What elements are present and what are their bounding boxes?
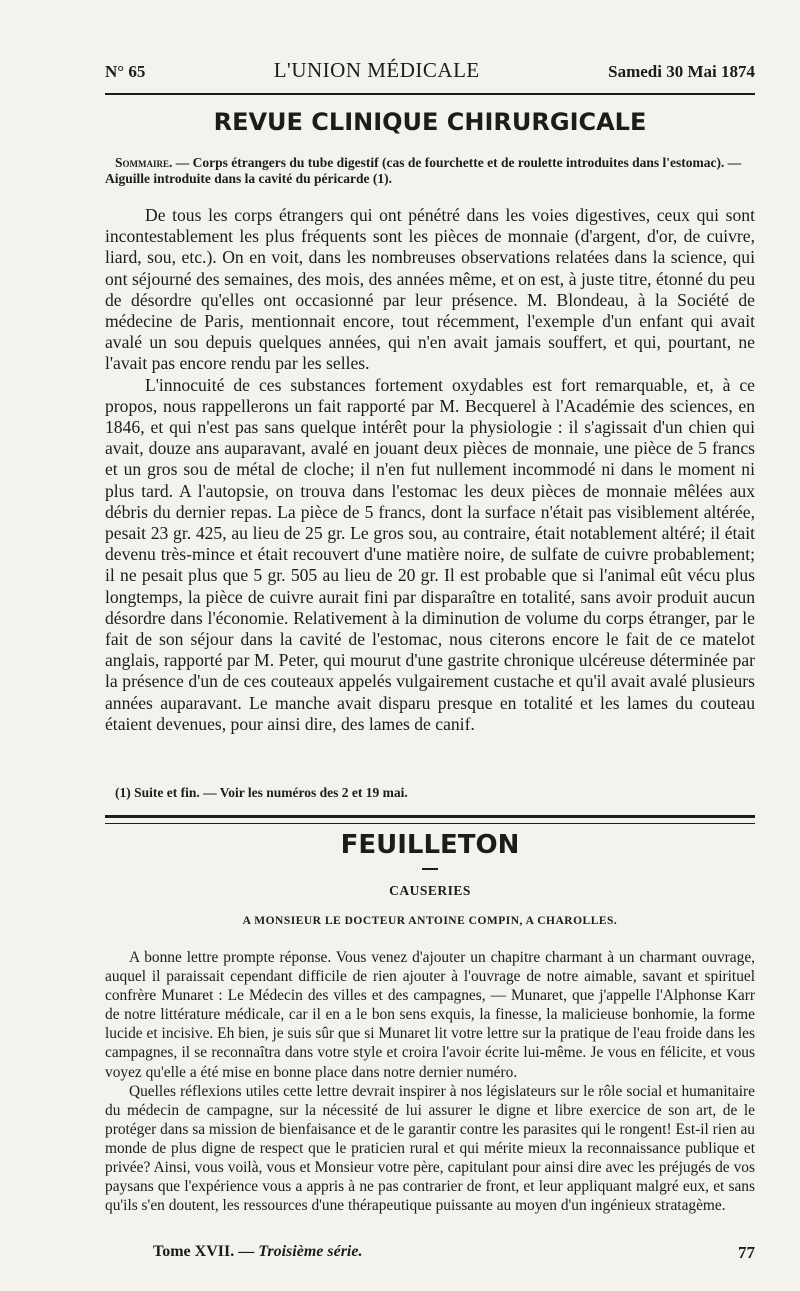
sommaire-label: Sommaire. — [115, 155, 173, 170]
section-title-revue: REVUE CLINIQUE CHIRURGICALE — [213, 108, 647, 136]
footnote: (1) Suite et fin. — Voir les numéros des 2 et 19 mai. — [115, 785, 408, 800]
footer-tome: Tome XVII. — — [153, 1243, 259, 1260]
feuilleton-paragraph-1: A bonne lettre prompte réponse. Vous venez d'ajouter un chapitre charmant à un charmant ouvrage, auquel il paraissait cependant difficile de rien ajouter à l'ouvrage de notre aimable, savant et spirituel confrère Munaret : Le Médecin des villes et des campagnes, — Munaret, que j'appelle l'Alphonse Karr de notre littérature médicale, car il en a le bon sens exquis, la finesse, la malicieuse bonhomie, la forme lucide et incisive. Eh bien, je suis sûr que si Munaret lit votre lettre sur la pratique de l'eau froide dans les campagnes, il se reconnaîtra dans votre style et croira l'avoir écrite lui-même. Je vous en félicite, et vous voyez qu'elle a été mise en bonne place dans notre dernier numéro. — [105, 949, 755, 1081]
feuilleton-subtitle: CAUSERIES — [389, 883, 471, 898]
feuilleton-body — [105, 948, 755, 1215]
footer-volume — [153, 1243, 362, 1263]
issue-date: Samedi 30 Mai 1874 — [608, 62, 755, 81]
sommaire-text: — Corps étrangers du tube digestif (cas de fourchette et de roulette introduites dans l'estomac). — Aiguille introduite dans la cavité du péricarde (1). — [105, 155, 742, 186]
page-footer — [153, 1243, 755, 1263]
journal-title: L'UNION MÉDICALE — [273, 58, 480, 82]
feuilleton-paragraph-2: Quelles réflexions utiles cette lettre devrait inspirer à nos législateurs sur le rôle social et humanitaire du médecin de campagne, sur la nécessité de lui assurer le digne et libre exercice de son art, de le protéger dans sa mission de bienfaisance et de le garantir contre les parasites qui le rongent! Est-il rien au monde de plus digne de respect que le praticien rural et qui mérite mieux la reconnaissance publique et privée? Ainsi, vous voilà, vous et Monsieur votre père, capitulant pour ainsi dire avec les préjugés de vos paysans que l'expérience vous a appris à ne pas contrarier de front, et leur appliquant malgré eux, et sans qu'ils s'en doutent, les ressources d'une thérapeutique puissante au moyen d'un ingénieux stratagème. — [105, 1082, 755, 1215]
page-number: 77 — [738, 1243, 755, 1262]
document-page — [105, 0, 755, 1291]
sommaire — [105, 155, 755, 187]
running-head — [105, 58, 755, 86]
title-dash — [422, 868, 438, 870]
header-rule — [105, 93, 755, 95]
revue-paragraph-2: L'innocuité de ces substances fortement oxydables est fort remarquable, et, à ce propos, nous rappellerons un fait rapporté par M. Becquerel à l'Académie des sciences, en 1846, et qui n'est pas sans quelque intérêt pour la physiologie : il s'agissait d'un chien qui avait, douze ans auparavant, avalé en jouant deux pièces de monnaie, une pièce de 5 francs et un gros sou de métal de cloche; il n'en fut nullement incommodé ni dans le moment ni plus tard. A l'autopsie, on trouva dans l'estomac les deux pièces de monnaie mêlées aux débris du dernier repas. La pièce de 5 francs, dont la surface n'était pas visiblement altérée, pesait 23 gr. 425, au lieu de 25 gr. Le gros sou, au contraire, était notablement altéré; il était devenu très-mince et était recouvert d'une matière noire, de sulfate de cuivre probablement; il ne pesait plus que 5 gr. 505 au lieu de 20 gr. Il est probable que si l'animal eût vécu plus longtemps, la pièce de cuivre aurait fini par disparaître en totalité, sans avoir produit aucun désordre dans l'économie. Relativement à la diminution de volume du corps étranger, par le fait de son séjour dans la cavité de l'estomac, nous citerons encore le fait de ce matelot anglais, rapporté par M. Peter, qui mourut d'une gastrite chronique ulcéreuse déterminée par la présence d'un de ces couteaux appelés vulgairement custache et qu'il avait avalé plusieurs années auparavant. Le manche avait disparu presque en totalité et les lames du couteau étaient devenues, pour ainsi dire, des lames de canif. — [105, 374, 755, 734]
section-divider — [105, 815, 755, 824]
feuilleton-address: A MONSIEUR LE DOCTEUR ANTOINE COMPIN, A CHAROLLES. — [242, 915, 618, 927]
section-title-feuilleton: FEUILLETON — [340, 830, 520, 860]
issue-number: N° 65 — [105, 62, 146, 81]
revue-body — [105, 205, 755, 735]
revue-paragraph-1: De tous les corps étrangers qui ont pénétré dans les voies digestives, ceux qui sont incontestablement les plus fréquents sont les pièces de monnaie (d'argent, d'or, de cuivre, liard, sou, etc.). On en voit, dans les nombreuses observations relatées dans la science, qui ont séjourné des semaines, des mois, des années même, et on est, à juste titre, étonné du peu de désordre qu'elles ont occasionné par leur présence. M. Blondeau, à la Société de médecine de Paris, mentionnait encore, tout récemment, l'exemple d'un enfant qui avait avalé un sou depuis quelques années, qui n'en avait jamais souffert, et qui, pourtant, ne l'avait pas encore rendu par les selles. — [105, 205, 755, 374]
footer-series: Troisième série. — [258, 1243, 363, 1260]
